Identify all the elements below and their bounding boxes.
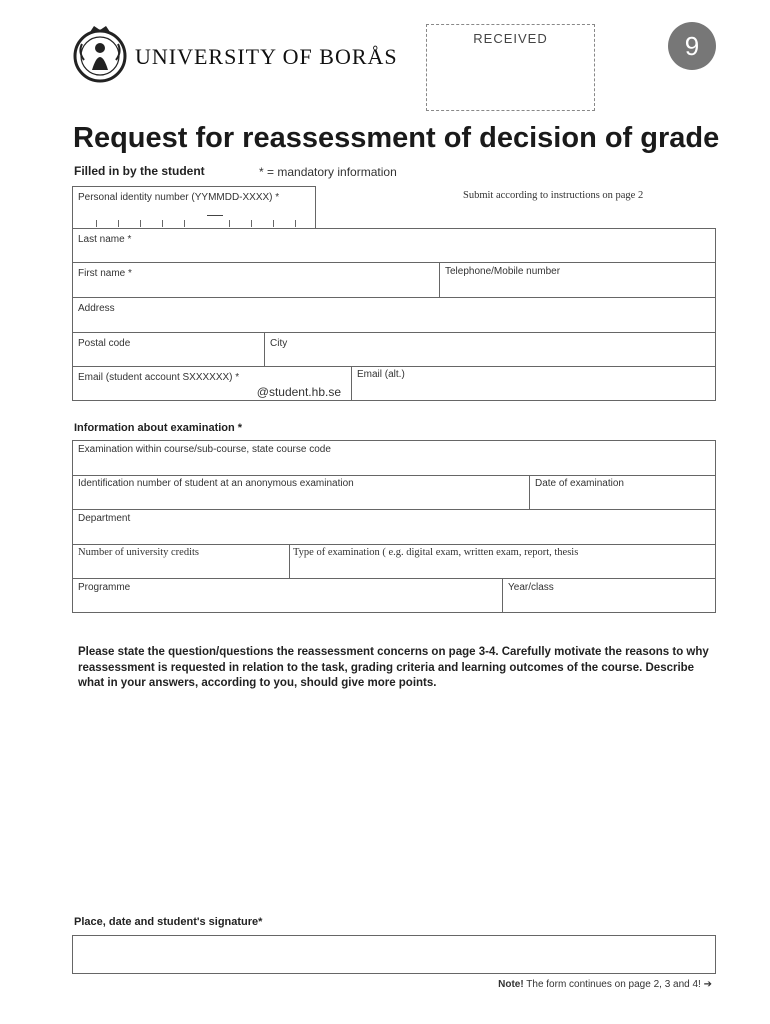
course-field[interactable] <box>72 440 716 476</box>
address-label: Address <box>78 303 115 314</box>
telephone-field[interactable] <box>439 262 716 298</box>
programme-label: Programme <box>78 582 131 593</box>
credits-label: Number of university credits <box>78 547 200 558</box>
city-label: City <box>270 338 288 349</box>
signature-field[interactable] <box>72 935 716 974</box>
email-alt-label: Email (alt.) <box>357 369 405 380</box>
form-number-badge: 9 <box>668 22 716 70</box>
university-seal-logo <box>72 24 128 84</box>
note-text: The form continues on page 2, 3 and 4! ➔ <box>523 979 712 990</box>
address-field[interactable] <box>72 297 716 333</box>
postal-code-label: Postal code <box>78 338 131 349</box>
email-alt-field[interactable] <box>351 366 716 401</box>
exam-date-label: Date of examination <box>535 478 624 489</box>
programme-field[interactable] <box>72 578 503 613</box>
telephone-label: Telephone/Mobile number <box>445 266 561 277</box>
email-label: Email (student account SXXXXXX) * <box>78 372 240 383</box>
anonymous-id-field[interactable] <box>72 475 530 510</box>
exam-type-field[interactable] <box>289 544 716 579</box>
course-label: Examination within course/sub-course, state course code <box>78 444 331 455</box>
personal-id-field[interactable] <box>72 186 316 228</box>
note-bold-label: Note! <box>498 979 524 990</box>
received-label: RECEIVED <box>473 31 548 46</box>
email-field[interactable] <box>72 366 352 401</box>
first-name-field[interactable] <box>72 262 440 298</box>
city-field[interactable] <box>264 332 716 367</box>
continuation-note <box>498 979 712 990</box>
reassessment-instructions: Please state the question/questions the reassessment concerns on page 3-4. Carefully motivate the reasons to why reassessment is requested in relation to the task, grading criteria and learning outcomes of the course. Describe what in your answers, according to you, should give more points. <box>78 646 709 689</box>
id-separator-dash <box>207 215 223 216</box>
department-label: Department <box>78 513 131 524</box>
credits-field[interactable] <box>72 544 290 579</box>
first-name-label: First name * <box>78 268 132 279</box>
mandatory-note: * = mandatory information <box>259 165 397 179</box>
last-name-label: Last name * <box>78 234 132 245</box>
department-field[interactable] <box>72 509 716 545</box>
year-class-label: Year/class <box>508 582 554 593</box>
postal-code-field[interactable] <box>72 332 265 367</box>
student-section-heading: Filled in by the student <box>74 164 205 178</box>
page-title: Request for reassessment of decision of grade <box>73 122 720 154</box>
university-name: UNIVERSITY OF BORÅS <box>135 44 398 69</box>
email-domain-suffix: @student.hb.se <box>256 385 341 399</box>
signature-label: Place, date and student's signature* <box>74 916 263 928</box>
submit-note: Submit according to instructions on page 2 <box>463 190 644 201</box>
exam-date-field[interactable] <box>529 475 716 510</box>
year-class-field[interactable] <box>502 578 716 613</box>
received-stamp-box <box>426 24 595 111</box>
exam-section-heading: Information about examination * <box>74 422 243 434</box>
anonymous-id-label: Identification number of student at an anonymous examination <box>78 478 354 489</box>
exam-type-label: Type of examination ( e.g. digital exam, written exam, report, thesis <box>293 547 579 558</box>
last-name-field[interactable] <box>72 228 716 263</box>
personal-id-label: Personal identity number (YYMMDD-XXXX) * <box>78 192 280 203</box>
